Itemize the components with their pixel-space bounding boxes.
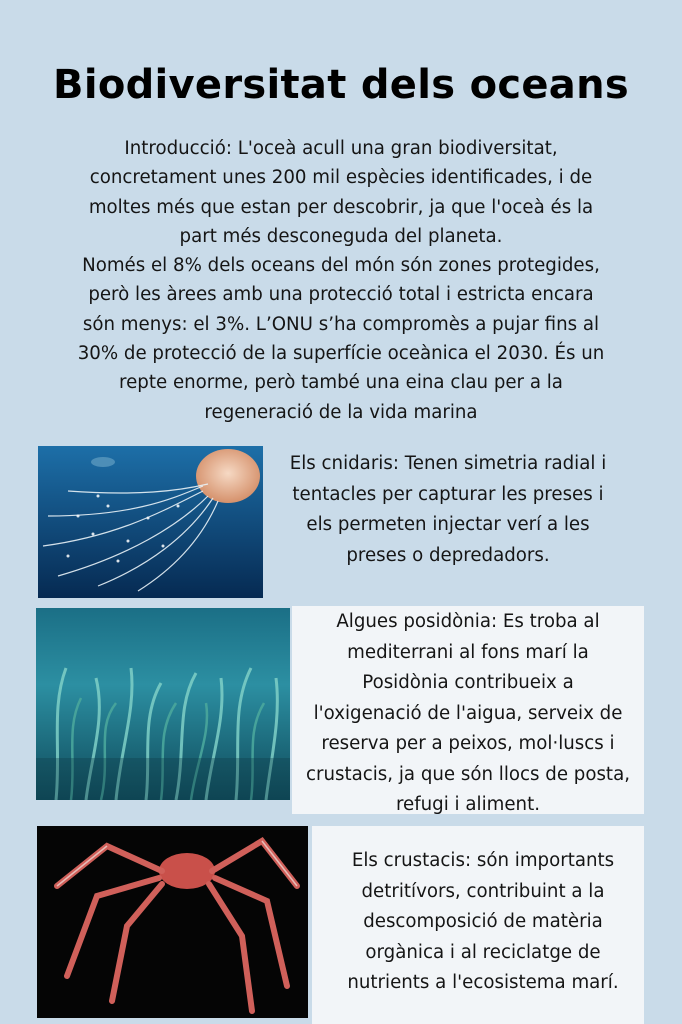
- spider-crab-photo: [37, 826, 308, 1018]
- intro-paragraph: Introducció: L'oceà acull una gran biodiversitat, concretament unes 200 mil espècies identificades, i de moltes més que estan per descobrir, ja que l'oceà és la part més desconeguda del planeta. Només el 8% dels oceans del món són zones protegides, però les àrees amb una protecció total i estricta encara són menys: el 3%. L’ONU s’ha compromès a pujar fins al 30% de protecció de la superfície oceànica el 2030. És un repte enorme, però també una eina clau per a la regeneració de la vida marina: [77, 138, 605, 423]
- page-title: Biodiversitat dels oceans: [53, 62, 629, 108]
- crustacean-text: Els crustacis: són importants detritívors, contribuint a la descomposició de matèria orgànica i al reciclatge de nutrients a l'ecosistema marí.: [347, 850, 619, 993]
- posidonia-text: Algues posidònia: Es troba al mediterrani al fons marí la Posidònia contribueix a l'oxigenació de l'aigua, serveix de reserva per a peixos, mol·luscs i crustacis, ja que són llocs de posta, refugi i aliment.: [306, 611, 630, 815]
- posidonia-seagrass-photo: [36, 608, 290, 800]
- jellyfish-photo: [38, 446, 263, 598]
- cnidaria-text: Els cnidaris: Tenen simetria radial i tentacles per capturar les preses i els permeten injectar verí a les preses o depredadors.: [289, 453, 607, 566]
